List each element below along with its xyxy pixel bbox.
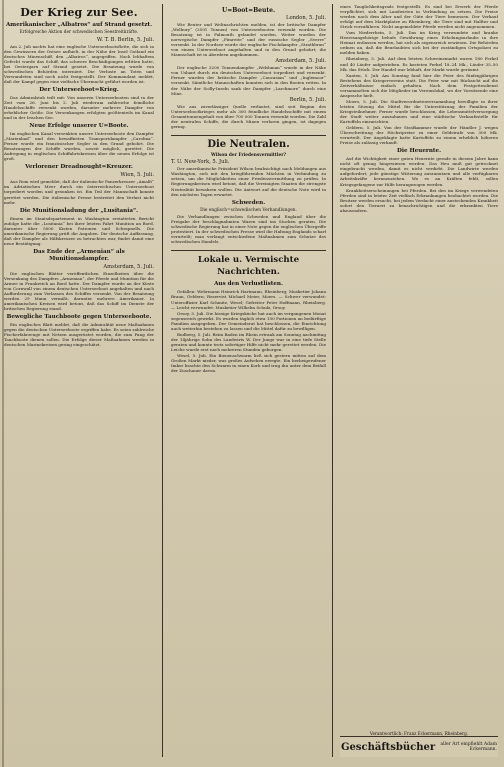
- section-heading: Lokale u. Vermischte Nachrichten.: [171, 250, 326, 278]
- article-title: Aus den Verlustlisten.: [214, 281, 283, 288]
- column-middle: [171, 4, 326, 757]
- news-item: Rheinberg, 5. Juli. Auf dem letzten Schweinemarkt waren 180 Ferkel und 40 Läufer aufgetrieben. Es kosteten Ferkel 18–24 Mk., Läufer 35–50 Mk. das Stück. Der Handel war lebhaft, der Markt wurde geräumt.: [340, 56, 498, 72]
- article-body: Ein englisches Blatt meldet, daß die Admiralität neue Maßnahmen gegen die deutschen Unterseeboote ergriffen habe. Es seien zahlreiche Fischerfahrzeuge mit Netzen ausgerüstet worden, die zum Fang der Tauchboote dienen sollen. Die Erfolge dieser Maßnahmen werden in deutschen Marinekreisen gering eingeschätzt.: [4, 322, 154, 348]
- news-item: Geldern, 5. Juli. Von der Strafkammer wurde der Händler J. wegen Überschreitung der Höchstpreise zu einer Geldstrafe von 300 Mk. verurteilt. Der Angeklagte hatte Kartoffeln zu einem erheblich höheren Preise als zulässig verkauft.: [340, 125, 498, 146]
- section-subtitle: Wilson der Friedensvermittler?: [210, 152, 287, 158]
- column-rule: [332, 4, 333, 757]
- article-body: Aus Rom wird gemeldet, daß der italienische Panzerkreuzer „Amalfi“ im Adriatischen Meer durch ein österreichisches Unterseeboot torpediert worden und gesunken ist. Ein Teil der Mannschaft konnte gerettet werden. Die italienische Presse bestreitet den Verlust nicht mehr.: [4, 179, 154, 205]
- article-title: Amerikanischer „Albatros“ auf Strand gesetzt.: [5, 22, 153, 28]
- article-title: Bewegliche Tauchboote gegen Unterseeboote.: [6, 314, 152, 321]
- article-body: Das Admiralstab teilt mit: Von unseren Unterseebooten sind in der Zeit vom 26. Juni bis 2. Juli wiederum zahlreiche feindliche Handelsschiffe versenkt worden, darunter mehrere Dampfer von erheblicher Größe. Die Versenkungen erfolgten größtenteils im Kanal und in der Irischen See.: [4, 94, 154, 121]
- dateline: Amsterdam, 5. Juli.: [275, 58, 326, 65]
- article-body: Der englische 3200 Tonnendampfer „Welshman“ wurde in der Nähe von Ushant durch ein deutsches Unterseeboot torpediert und versenkt. Ferner wurden der britische Dampfer „Caucasian“ und „Inglemoor“ versenkt. Sämtliche Mannschaften konnten sich in den Booten retten. In der Nähe der Scilly-Inseln sank der Dampfer „Larchmore“ durch eine Mine.: [171, 65, 326, 96]
- article-title: Schweden.: [231, 199, 266, 206]
- article-body: Wesel, 5. Juli. Ein Bienenschwarm ließ sich gestern mitten auf dem Großen Markt nieder, was großes Aufsehen erregte. Ein herbeigerufener Imker brachte den Schwarm in einen Korb und trug ihn unter dem Beifall der Zuschauer davon.: [171, 352, 326, 374]
- article-subtitle: Die englisch=schwedischen Verhandlungen.: [200, 207, 297, 213]
- dateline: W. T. B. Berlin, 5. Juli.: [96, 36, 154, 43]
- article-subtitle: Erfolgreiche Aktion der schwedischen Seestreitkräfte.: [19, 30, 139, 35]
- news-item: Xanten, 5. Juli. Am Sonntag fand hier die Feier des fünfzigjährigen Bestehens des Kriegervereins statt. Die Feier war mit Rücksicht auf die Zeitverhältnisse einfach gehalten. Nach dem Festgottesdienst versammelten sich die Mitglieder im Vereinslokal, wo der Vorsitzende eine Ansprache hielt.: [340, 72, 498, 98]
- news-item: Moers, 5. Juli. Die Stadtverordnetenversammlung bewilligte in ihrer letzten Sitzung die Mittel für die Unterstützung der Familien der Kriegsteilnehmer. Ferner wurde beschlossen, die Lebensmittelversorgung der Stadt weiter auszubauen und eine städtische Verkaufsstelle für Kartoffeln einzurichten.: [340, 98, 498, 125]
- column-heading: Der Krieg zur See.: [20, 6, 138, 19]
- column-left: [4, 4, 154, 757]
- article-title: U=Boot=Beute.: [221, 7, 276, 14]
- article-body: Der amerikanische Präsident Wilson beabsichtigt nach Meldungen aus Washington, sich mit den kriegführenden Mächten in Verbindung zu setzen, um die Möglichkeiten einer Friedensvermittlung zu prüfen. In Regierungskreisen wird betont, daß die Vereinigten Staaten die strengste Neutralität bewahren wollen. Die Antwort auf die deutsche Note wird in den nächsten Tagen erwartet.: [171, 166, 326, 197]
- article-body: Einem im Staatsdepartement in Washington erstatteten Bericht zufolge hatte die „Lusitania“ bei ihrer letzten Fahrt Munition an Bord, darunter über 5000 Kisten Patronen und Schrapnells. Die amerikanische Regierung prüft die Angaben. Die deutsche Auffassung, daß der Dampfer als Hilfskreuzer zu betrachten war, findet damit eine neue Bestätigung.: [4, 215, 154, 246]
- news-item: Krankheitserscheinungen bei Pferden. Bei den im Kriege verwendeten Pferden sind in letzter Zeit vielfach Erkrankungen beobachtet worden. Die Besitzer werden ersucht, bei jedem Verdacht einer ansteckenden Krankheit sofort den Tierarzt zu benachrichtigen und die erkrankten Tiere abzusondern.: [340, 187, 498, 213]
- dateline: T. U. New-York, 5. Juli.: [171, 159, 230, 166]
- article-body: Budberg, 5. Juli. Beim Baden im Rhein ertrank am Sonntag nachmittag der 14jährige Sohn des Landwirts W. Der Junge war in eine tiefe Stelle geraten und konnte trotz sofortiger Hilfe nicht mehr gerettet werden. Die Leiche wurde erst nach mehreren Stunden geborgen.: [171, 331, 326, 352]
- section-heading: Die Neutralen.: [171, 135, 326, 151]
- article-title: Der Unterseeboot=Krieg.: [39, 86, 119, 93]
- article-body: Die Verhandlungen zwischen Schweden und England über die Freigabe der beschlagnahmten Waren sind ins Stocken geraten. Die schwedische Regierung hat in einer Note gegen die englischen Übergriffe protestiert. In der schwedischen Presse wird die Haltung Englands scharf verurteilt; man verlangt entschiedene Maßnahmen zum Schutze des schwedischen Handels.: [171, 214, 326, 245]
- article-body: eines Tauglichkeitsgrads festgestellt. Es sind bei Erwerb der Pferde verpflichtet, sich mit Landwirten in Verbindung zu setzen. Die Preise werden nach dem Alter und der Güte der Tiere bemessen. Der Verkauf erfolgt auf dem Marktplatze zu Rheinberg; die Tiere sind mit Halfter und Strick vorzuführen. Nicht angemeldete Pferde werden nicht angenommen.: [340, 4, 498, 30]
- advertisement-title: Geschäftsbücher: [341, 741, 436, 753]
- article-body: Wie Reuter und Weltnachrichten melden, ist der britische Dampfer „Welbury“ (3591 Tonnen) von Unterseebooten versenkt worden. Die Besatzung ist in Falmouth gelandet worden. Weiter wurden der norwegische Dampfer „Fimreite“ und der russische Segler „Sverre“ versenkt. In der Nordsee wurde der englische Fischdampfer „Strathbran“ von einem Unterseeboot angehalten und in den Grund gebohrt; die Mannschaft ist in Aberdeen angekommen.: [171, 22, 326, 58]
- article-body: Am 2. Juli nachts hat eine englische Unterseebootsflotte, die sich in den Gewässern der Ostsee aufhielt, in der Nähe der Insel Gotland ein deutsches Minenschiff, den „Albatros“, angegriffen. Nach lebhaftem Gefecht wurde das Schiff, das schwere Beschädigungen erlitten hatte, bei Oestergarn auf Strand gesetzt. Die Besatzung wurde von schwedischen Behörden interniert. Die Verluste an Toten und Verwundeten sind noch nicht festgestellt. Der Kommandant meldet, daß der Kampf gegen eine vielfache Übermacht geführt worden ist.: [4, 43, 154, 84]
- article-body: Im englischen Kanal versenkten unsere Unterseeboote den Dampfer „Marienbad“ und den bewaffneten Transportdampfer „Carolina“. Ferner wurde ein französischer Segler in den Grund gebohrt. Die Besatzungen der Schiffe wurden, soweit möglich, gerettet. Die Aufregung in englischen Schiffahrtskreisen über die neuen Erfolge ist groß.: [4, 131, 154, 162]
- article-body: Gefallen: Wehrmann Heinrich Hartmann, Rheinberg; Musketier Johann Braun, Geldern; Reservist Michael Meier, Moers. — Schwer verwundet: Unteroffizier Karl Schmitz, Wesel; Gefreiter Peter Hoffmann, Rheinberg. — Leicht verwundet: Musketier Wilhelm Schulz, Orsoy.: [171, 289, 326, 310]
- news-item: Auf die Wichtigkeit einer guten Heuernte gerade in diesem Jahre kann nicht oft genug hingewiesen werden. Das Heu muß gut getrocknet eingebracht werden, damit es nicht verdirbt. Die Landwirte werden aufgefordert, jede günstige Witterung auszunutzen und alle verfügbaren Arbeitskräfte heranzuziehen. Wo es an Kräften fehlt, sollen Kriegsgefangene zur Hilfe herangezogen werden.: [340, 156, 498, 187]
- article-title: Die Munitionsladung der „Lusitania“.: [19, 207, 139, 214]
- dateline: Berlin, 5. Juli.: [289, 96, 326, 103]
- dateline: Wien, 5. Juli.: [120, 172, 154, 179]
- article-title: Verlorener Dreadnought=Kreuzer.: [25, 164, 133, 171]
- article-body: Die englischen Blätter veröffentlichen Einzelheiten über die Versenkung des Dampfers „Armenian“, der Pferde und Munition für die Armee in Frankreich an Bord hatte. Der Dampfer wurde an der Küste von Cornwall von einem deutschen Unterseeboot angehalten und nach Aufforderung zum Verlassen des Schiffes versenkt. Von der Besatzung werden 29 Mann vermißt, darunter mehrere Amerikaner. In amerikanischen Kreisen wird betont, daß das Schiff im Dienste der britischen Regierung stand.: [4, 270, 154, 312]
- article-title: Die Heuernte.: [396, 148, 442, 155]
- news-item: Vom Niederrhein, 5. Juli. Das im Krieg verwundete und kranke Heeresangehörige behufs Gewährung eines Erholungsurlaubs in ihre Heimat entlassen werden, hat sich als segensreich erwiesen. Die Behörden ordnen an, daß die Beurlaubten sich bei der zuständigen Ortspolizei zu melden haben.: [340, 30, 498, 56]
- article-title: Das Ende der „Armenian“ als Munitionsdampfer.: [33, 248, 125, 262]
- advertisement-note: aller Art empfiehlt Adam Eckermann.: [440, 741, 497, 752]
- dateline: Amsterdam, 5. Juli.: [103, 263, 154, 270]
- editor-credit: Verantwortlich: Franz Eckermann, Rheinberg.: [369, 731, 469, 736]
- article-title: Neue Erfolge unserer U=Boote.: [29, 123, 129, 130]
- dateline: London, 5. Juli.: [286, 15, 326, 21]
- column-right: [340, 4, 498, 715]
- column-rule: [162, 4, 163, 757]
- article-body: Orsoy, 5. Juli. Die hiesige Kriegsküche hat auch im vergangenen Monat segensreich gewirkt. Es wurden täglich etwa 150 Portionen an bedürftige Familien ausgegeben. Der Gemeinderat hat beschlossen, die Einrichtung auch weiterhin bestehen zu lassen und die Mittel dafür zu bewilligen.: [171, 310, 326, 331]
- article-body: Wie aus zuverlässiger Quelle verlautet, sind seit Beginn des Unterseebootkrieges mehr als 300 feindliche Handelsschiffe mit einem Gesamttonnengehalt von über 700 000 Tonnen versenkt worden. Die Zahl der neutralen Schiffe, die durch Minen verloren gingen, ist dagegen gering.: [171, 103, 326, 129]
- advertisement: [340, 736, 498, 757]
